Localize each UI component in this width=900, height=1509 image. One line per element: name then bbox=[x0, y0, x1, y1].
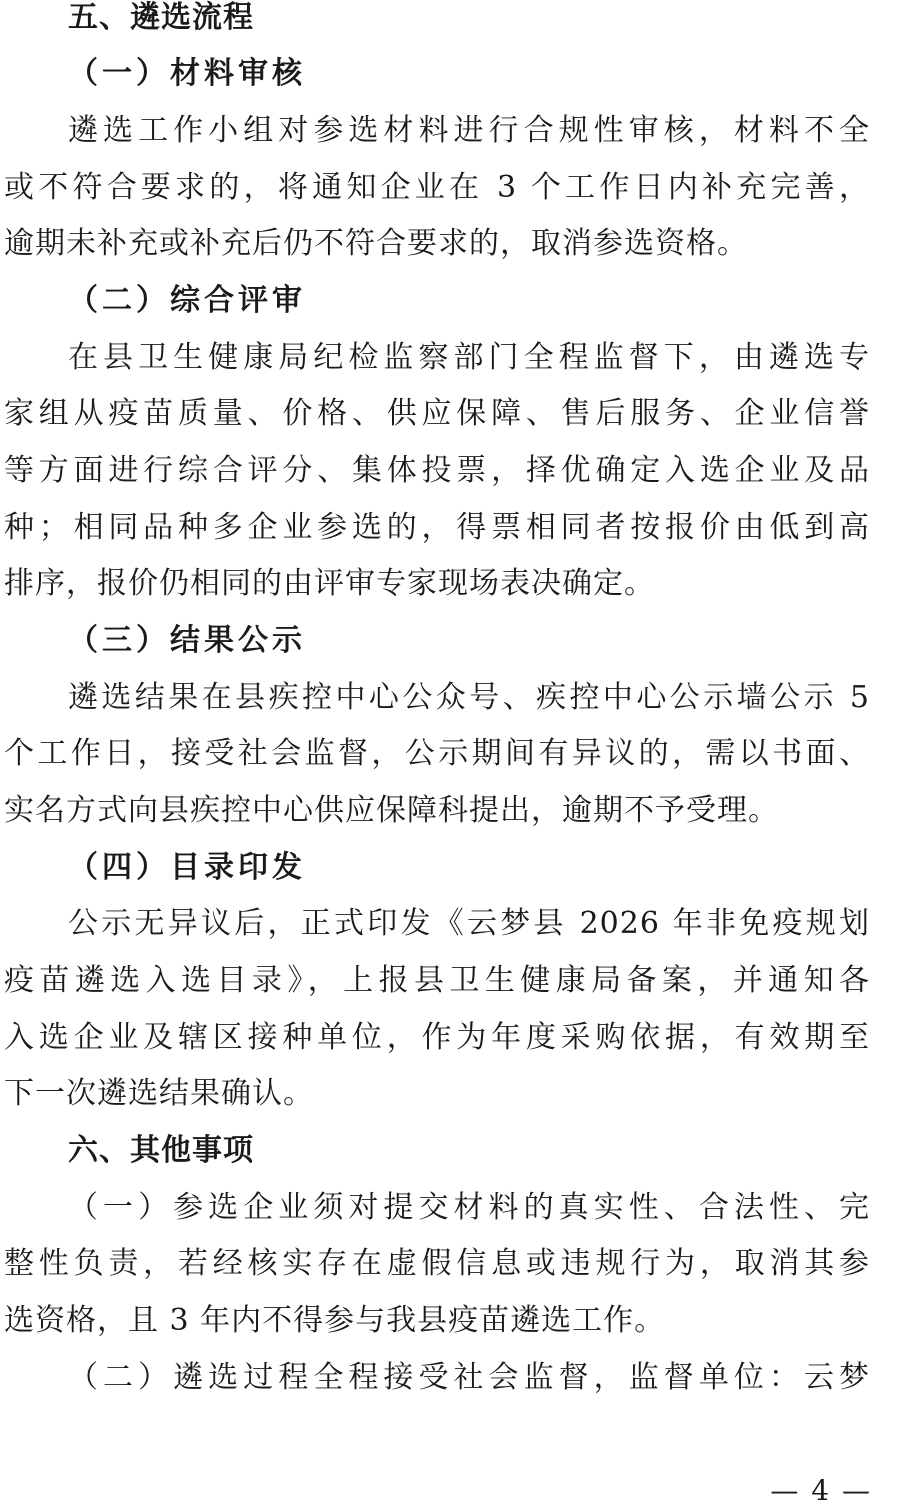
paragraph-line: 个工作日，接受社会监督，公示期间有异议的，需以书面、 bbox=[4, 736, 870, 771]
section-heading-other-matters: 六、其他事项 bbox=[68, 1133, 254, 1168]
paragraph-line: 遴选结果在县疾控中心公众号、疾控中心公示墙公示 5 bbox=[68, 680, 870, 715]
paragraph-line: （二）遴选过程全程接受社会监督，监督单位：云梦 bbox=[68, 1360, 870, 1395]
paragraph-line: 排序，报价仍相同的由评审专家现场表决确定。 bbox=[4, 566, 655, 601]
paragraph-line: 实名方式向县疾控中心供应保障科提出，逾期不予受理。 bbox=[4, 793, 779, 828]
paragraph-line: 在县卫生健康局纪检监察部门全程监督下，由遴选专 bbox=[68, 340, 870, 375]
page-number: — 4 — bbox=[770, 1474, 872, 1507]
subheading-catalog-issuance: （四）目录印发 bbox=[68, 850, 306, 885]
paragraph-line: 整性负责，若经核实存在虚假信息或违规行为，取消其参 bbox=[4, 1246, 870, 1281]
paragraph-line: 选资格，且 3 年内不得参与我县疫苗遴选工作。 bbox=[4, 1303, 666, 1338]
paragraph-line: 公示无异议后，正式印发《云梦县 2026 年非免疫规划 bbox=[68, 906, 870, 941]
paragraph-line: 等方面进行综合评分、集体投票，择优确定入选企业及品 bbox=[4, 453, 870, 488]
paragraph-line: （一）参选企业须对提交材料的真实性、合法性、完 bbox=[68, 1190, 870, 1225]
paragraph-line: 遴选工作小组对参选材料进行合规性审核，材料不全 bbox=[68, 113, 870, 148]
section-heading-selection-process: 五、遴选流程 bbox=[68, 0, 254, 35]
paragraph-line: 疫苗遴选入选目录》，上报县卫生健康局备案，并通知各 bbox=[4, 963, 870, 998]
subheading-comprehensive-review: （二）综合评审 bbox=[68, 283, 306, 318]
paragraph-line: 或不符合要求的，将通知企业在 3 个工作日内补充完善， bbox=[4, 170, 870, 205]
paragraph-line: 逾期未补充或补充后仍不符合要求的，取消参选资格。 bbox=[4, 226, 748, 261]
paragraph-line: 入选企业及辖区接种单位，作为年度采购依据，有效期至 bbox=[4, 1020, 870, 1055]
subheading-result-publicity: （三）结果公示 bbox=[68, 623, 306, 658]
paragraph-line: 家组从疫苗质量、价格、供应保障、售后服务、企业信誉 bbox=[4, 396, 870, 431]
paragraph-line: 下一次遴选结果确认。 bbox=[4, 1076, 314, 1111]
subheading-material-review: （一）材料审核 bbox=[68, 56, 306, 91]
paragraph-line: 种；相同品种多企业参选的，得票相同者按报价由低到高 bbox=[4, 510, 870, 545]
